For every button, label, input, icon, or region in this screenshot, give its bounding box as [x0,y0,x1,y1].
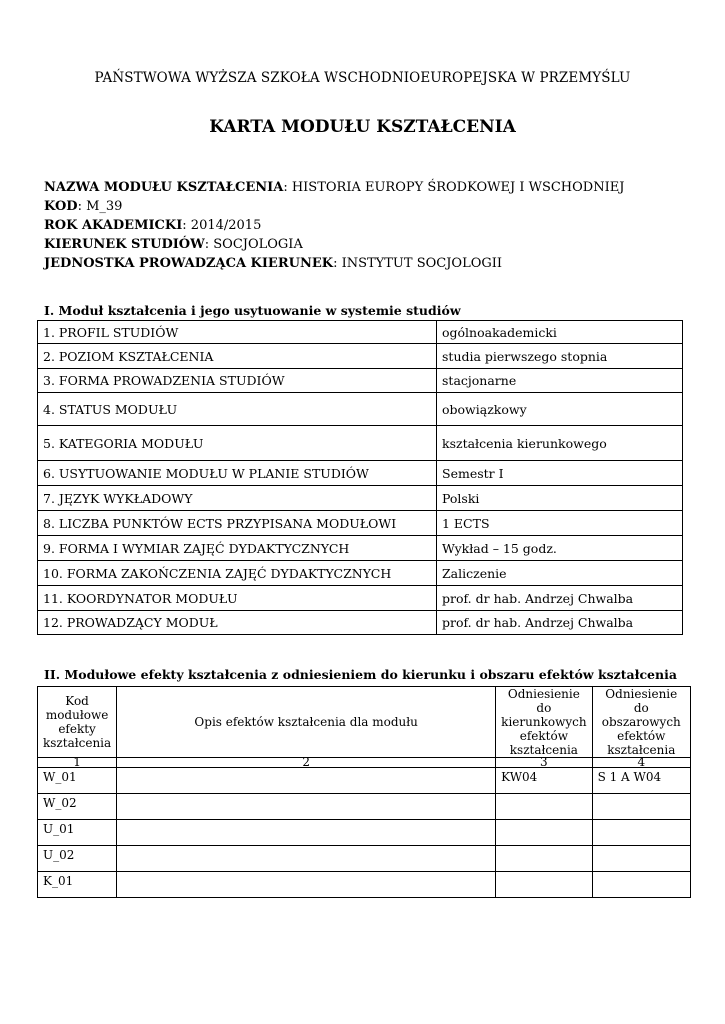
section1-heading: I. Moduł kształcenia i jego usytuowanie w systemie studiów [44,303,461,318]
table-row: 3. FORMA PROWADZENIA STUDIÓW stacjonarne [38,369,683,393]
info-academic-year: ROK AKADEMICKI: 2014/2015 [44,218,262,233]
table-row: W_01 KW04 S 1 A W04 [38,768,691,794]
table-row: 5. KATEGORIA MODUŁU kształcenia kierunkowego [38,426,683,461]
column-number-row: 1 2 3 4 [38,758,691,768]
table-header-row [38,687,691,758]
table-row: 1. PROFIL STUDIÓW ogólnoakademicki [38,321,683,344]
section2-heading: II. Modułowe efekty kształcenia z odniesieniem do kierunku i obszaru efektów kształcenia [44,667,677,682]
table-row: U_01 [38,820,691,846]
info-field-of-study: KIERUNEK STUDIÓW: SOCJOLOGIA [44,237,303,252]
table-row: W_02 [38,794,691,820]
table-row: 8. LICZBA PUNKTÓW ECTS PRZYPISANA MODUŁOWI 1 ECTS [38,511,683,536]
col-header-description: Opis efektów kształcenia dla modułu [117,687,496,758]
info-block [44,178,624,273]
module-info-table [37,320,683,635]
table-row: K_01 [38,872,691,898]
table-row: U_02 [38,846,691,872]
col-header-area: Odniesienie do obszarowych efektów kształcenia [592,687,690,758]
table-row: 2. POZIOM KSZTAŁCENIA studia pierwszego stopnia [38,344,683,369]
learning-outcomes-table [37,686,691,898]
info-module-name: NAZWA MODUŁU KSZTAŁCENIA: HISTORIA EUROPY ŚRODKOWEJ I WSCHODNIEJ [44,180,625,195]
institution-name: PAŃSTWOWA WYŻSZA SZKOŁA WSCHODNIOEUROPEJSKA W PRZEMYŚLU [94,70,631,86]
table-row: 9. FORMA I WYMIAR ZAJĘĆ DYDAKTYCZNYCH Wykład – 15 godz. [38,536,683,561]
table-row: 4. STATUS MODUŁU obowiązkowy [38,393,683,426]
table-row: 10. FORMA ZAKOŃCZENIA ZAJĘĆ DYDAKTYCZNYCH Zaliczenie [38,561,683,586]
document-title: KARTA MODUŁU KSZTAŁCENIA [209,117,516,137]
table-row: 12. PROWADZĄCY MODUŁ prof. dr hab. Andrzej Chwalba [38,611,683,635]
table-row: 11. KOORDYNATOR MODUŁU prof. dr hab. Andrzej Chwalba [38,586,683,611]
col-header-directional: Odniesienie do kierunkowych efektów kształcenia [496,687,592,758]
info-unit: JEDNOSTKA PROWADZĄCA KIERUNEK: INSTYTUT SOCJOLOGII [44,256,503,271]
table-row: 6. USYTUOWANIE MODUŁU W PLANIE STUDIÓW Semestr I [38,461,683,486]
table-row: 7. JĘZYK WYKŁADOWY Polski [38,486,683,511]
info-code: KOD: M_39 [44,199,123,214]
col-header-code: Kod modułowe efekty kształcenia [38,687,117,758]
